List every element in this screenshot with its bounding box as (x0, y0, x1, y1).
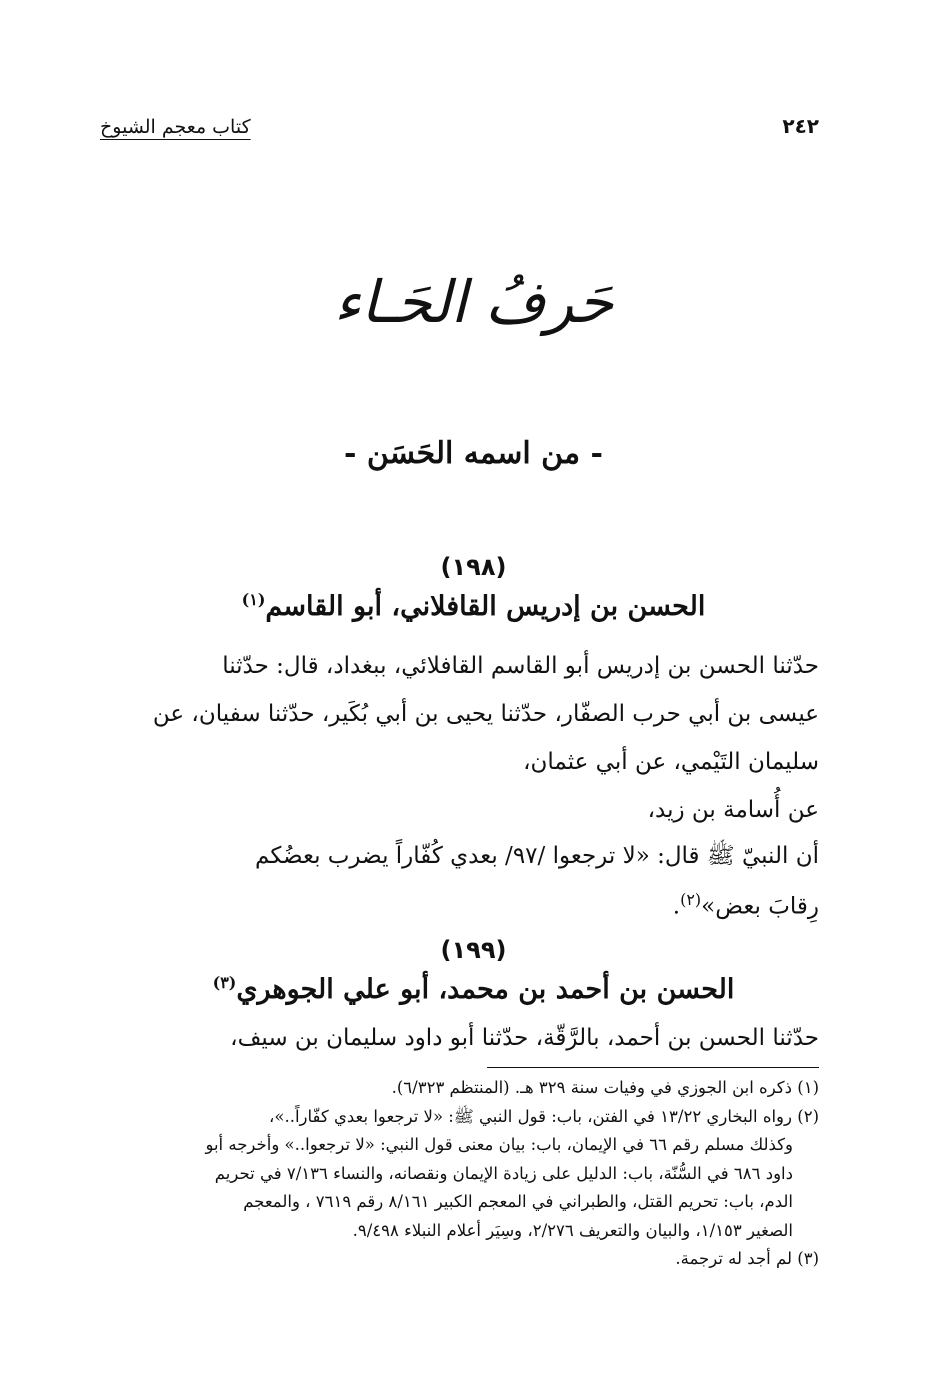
entry-body (108, 642, 819, 929)
footnote-ref: (١) (241, 590, 266, 609)
footnote-continuation: وكذلك مسلم رقم ٦٦ في الإيمان، باب: بيان معنى قول النبي: «لا ترجعوا..» وأخرجه أبو (205, 1135, 793, 1154)
body-line: عن أُسامة بن زيد، (647, 797, 819, 823)
body-line: حدّثنا الحسن بن إدريس أبو القاسم القافلائي، ببغداد، قال: حدّثنا (222, 653, 819, 679)
running-title: كتاب معجم الشيوخ (100, 116, 251, 138)
entry-name-text: الحسن بن أحمد بن محمد، أبو علي الجوهري (236, 974, 735, 1005)
page-number: ٢٤٢ (782, 114, 819, 138)
footnote: (١) ذكره ابن الجوزي في وفيات سنة ٣٢٩ هـ. (المنتظم ٦/٣٢٣). (391, 1078, 819, 1097)
entry-number: (١٩٩) (440, 936, 507, 964)
body-text: رِقابَ بعض» (701, 893, 819, 920)
footnote: (٢) رواه البخاري ١٣/٢٢ في الفتن، باب: قول النبي ﷺ: «لا ترجعوا بعدي كفّاراً..»، (269, 1106, 819, 1126)
footnote-rule (487, 1067, 819, 1068)
footnote-ref: (٢) (680, 890, 702, 909)
body-line: حدّثنا الحسن بن أحمد، بالرَّقّة، حدّثنا أبو داود سليمان بن سيف، (230, 1025, 819, 1051)
body-text: . (672, 893, 681, 920)
body-line: عيسى بن أبي حرب الصفّار، حدّثنا يحيى بن أبي بُكَير، حدّثنا سفيان، عن (152, 701, 819, 727)
body-line: سليمان التَيْمي، عن أبي عثمان، (523, 749, 819, 775)
footnote-continuation: الدم، باب: تحريم القتل، والطبراني في المعجم الكبير ٨/١٦١ رقم ٧٦١٩ ، والمعجم (243, 1192, 793, 1211)
section-title: - من اسمه الحَسَن - (344, 436, 603, 471)
page-header (100, 104, 819, 138)
entry-name (0, 590, 947, 622)
entry-name (0, 973, 947, 1005)
footnote-continuation: داود ٦٨٦ في السُّنّة، باب: الدليل على زيادة الإيمان ونقصانه، والنساء ٧/١٣٦ في تحريم (214, 1163, 793, 1183)
footnote: (٣) لم أجد له ترجمة. (675, 1249, 819, 1268)
chapter-title: حَرفُ الحَـاء (333, 268, 614, 336)
footnote-ref: (٣) (212, 973, 237, 992)
entry-name-text: الحسن بن إدريس القافلاني، أبو القاسم (265, 591, 706, 622)
body-line-last (108, 878, 819, 929)
footnotes (110, 1074, 819, 1274)
entry-body (108, 1014, 819, 1062)
body-line: أن النبيّ ﷺ قال: «لا ترجعوا /٩٧/ بعدي كُفّاراً يضرب بعضُكم (255, 843, 819, 869)
footnote-continuation: الصغير ١/١٥٣، والبيان والتعريف ٢/٢٧٦، وسِيَر أعلام النبلاء ٩/٤٩٨. (352, 1220, 793, 1240)
entry-number: (١٩٨) (440, 553, 507, 581)
